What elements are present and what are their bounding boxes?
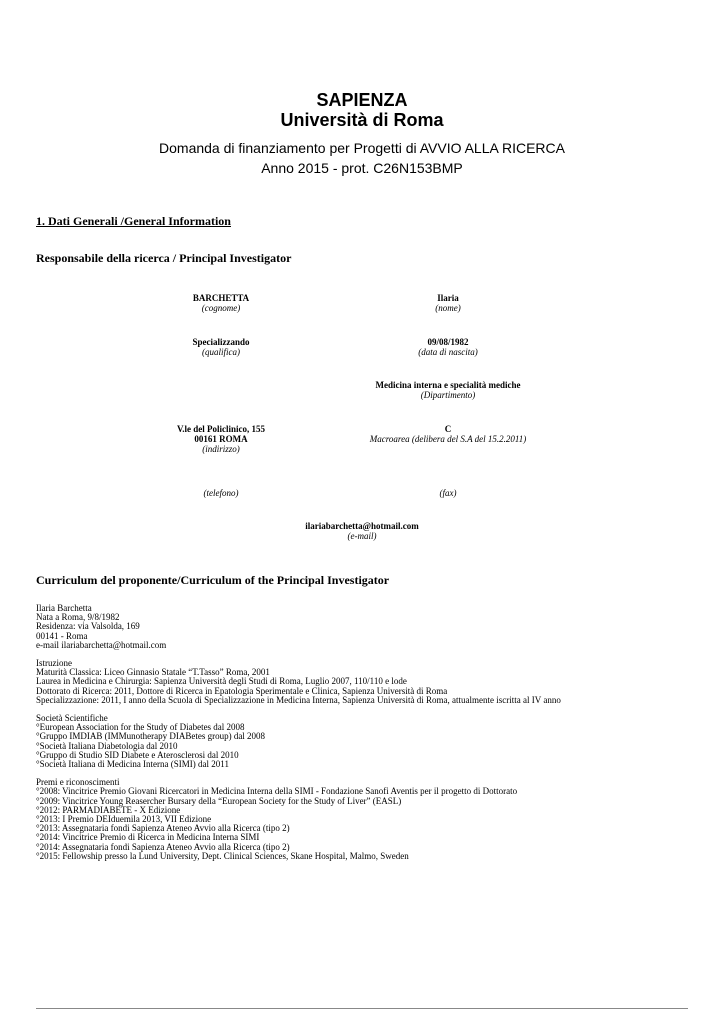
- section-principal-investigator: Responsabile della ricerca / Principal Investigator: [36, 251, 292, 265]
- fax-label: (fax): [439, 488, 457, 498]
- surname-value: BARCHETTA: [192, 293, 250, 303]
- cv-awards: [36, 778, 696, 861]
- birthdate-label: (data di nascita): [418, 347, 478, 357]
- cv-line: °2013: Assegnataria fondi Sapienza Ateneo Avvio alla Ricerca (tipo 2): [36, 823, 290, 834]
- cv-line: °European Association for the Study of Diabetes dal 2008: [36, 722, 245, 733]
- department-value: Medicina interna e specialità mediche: [375, 380, 521, 390]
- subtitle-year-prot: Anno 2015 - prot. C26N153BMP: [261, 160, 463, 176]
- field-email: [305, 521, 418, 541]
- cv-line: °Gruppo di Studio SID Diabete e Aterosclerosi dal 2010: [36, 749, 239, 760]
- cv-line: Società Scientifiche: [36, 713, 108, 724]
- email-label: (e-mail): [347, 531, 377, 541]
- cv-line: °2014: Vincitrice Premio di Ricerca in Medicina Interna SIMI: [36, 832, 260, 843]
- qualification-value: Specializzando: [192, 337, 250, 347]
- curriculum-body: [36, 604, 696, 870]
- field-birthdate: [418, 337, 478, 357]
- cv-line: Maturità Classica: Liceo Ginnasio Statale “T.Tasso” Roma, 2001: [36, 667, 270, 678]
- cv-education: [36, 659, 696, 705]
- field-fax: [440, 488, 457, 498]
- name-value: Ilaria: [437, 293, 459, 303]
- phone-label: (telefono): [203, 488, 239, 498]
- macroarea-value: C: [444, 424, 452, 434]
- section-curriculum: Curriculum del proponente/Curriculum of the Principal Investigator: [36, 573, 390, 587]
- section-general-information: 1. Dati Generali /General Information: [36, 214, 231, 228]
- birthdate-value: 09/08/1982: [427, 337, 469, 347]
- cv-personal: [36, 604, 696, 650]
- cv-line: Istruzione: [36, 658, 72, 669]
- field-macroarea: [370, 424, 526, 444]
- cv-line: °2009: Vincitrice Young Reasercher Bursary della “European Society for the Study of Liver” (EASL): [36, 795, 402, 806]
- field-name: [435, 293, 461, 313]
- title-sapienza: SAPIENZA: [316, 90, 408, 110]
- macroarea-label: Macroarea (delibera del S.A del 15.2.2011): [369, 434, 527, 444]
- cv-line: °Società Italiana Diabetologia dal 2010: [36, 740, 178, 751]
- department-label: (Dipartimento): [420, 390, 476, 400]
- cv-line: °2015: Fellowship presso la Lund University, Dept. Clinical Sciences, Skane Hospital, Malmo, Sweden: [36, 850, 409, 861]
- address-line2: 00161 ROMA: [194, 434, 248, 444]
- cv-line: Specializzazione: 2011, I anno della Scuola di Specializzazione in Medicina Interna, Sapienza Università di Roma, attualmente iscritta al IV anno: [36, 694, 561, 705]
- name-label: (nome): [435, 303, 461, 313]
- document-header: [0, 90, 724, 178]
- field-address: [177, 424, 265, 454]
- cv-line: 00141 - Roma: [36, 630, 88, 641]
- cv-societies: [36, 714, 696, 769]
- cv-line: Laurea in Medicina e Chirurgia: Sapienza Università degli Studi di Roma, Luglio 2007, 110/110 e lode: [36, 676, 407, 687]
- cv-line: Nata a Roma, 9/8/1982: [36, 612, 120, 623]
- cv-line: Ilaria Barchetta: [36, 603, 92, 613]
- qualification-label: (qualifica): [201, 347, 240, 357]
- cv-line: Premi e riconoscimenti: [36, 777, 120, 788]
- title-university: Università di Roma: [280, 110, 444, 130]
- cv-line: °Gruppo IMDIAB (IMMunotherapy DIABetes group) dal 2008: [36, 731, 266, 742]
- surname-label: (cognome): [201, 303, 241, 313]
- cv-line: °2012: PARMADIABETE - X Edizione: [36, 804, 181, 815]
- cv-line: Dottorato di Ricerca: 2011, Dottore di Ricerca in Epatologia Sperimentale e Clinica, Sapienza Università di Roma: [36, 685, 448, 696]
- cv-line: °2008: Vincitrice Premio Giovani Ricercatori in Medicina Interna della SIMI - Fondazione Sanofi Aventis per il progetto di Dottorato: [36, 786, 518, 797]
- cv-line: e-mail ilariabarchetta@hotmail.com: [36, 639, 167, 650]
- address-label: (indirizzo): [202, 444, 240, 454]
- cv-line: Residenza: via Valsolda, 169: [36, 621, 140, 632]
- footer-divider: [36, 1008, 688, 1009]
- field-phone: [204, 488, 239, 498]
- email-value: ilariabarchetta@hotmail.com: [305, 521, 419, 531]
- cv-line: °2013: I Premio DEIduemila 2013, VII Edizione: [36, 814, 212, 825]
- field-qualification: [192, 337, 249, 357]
- field-department: [376, 380, 521, 400]
- cv-line: °Società Italiana di Medicina Interna (SIMI) dal 2011: [36, 759, 229, 770]
- subtitle-application: Domanda di finanziamento per Progetti di AVVIO ALLA RICERCA: [159, 140, 565, 156]
- field-surname: [193, 293, 249, 313]
- address-line1: V.le del Policlinico, 155: [176, 424, 266, 434]
- cv-line: °2014: Assegnataria fondi Sapienza Ateneo Avvio alla Ricerca (tipo 2): [36, 841, 290, 852]
